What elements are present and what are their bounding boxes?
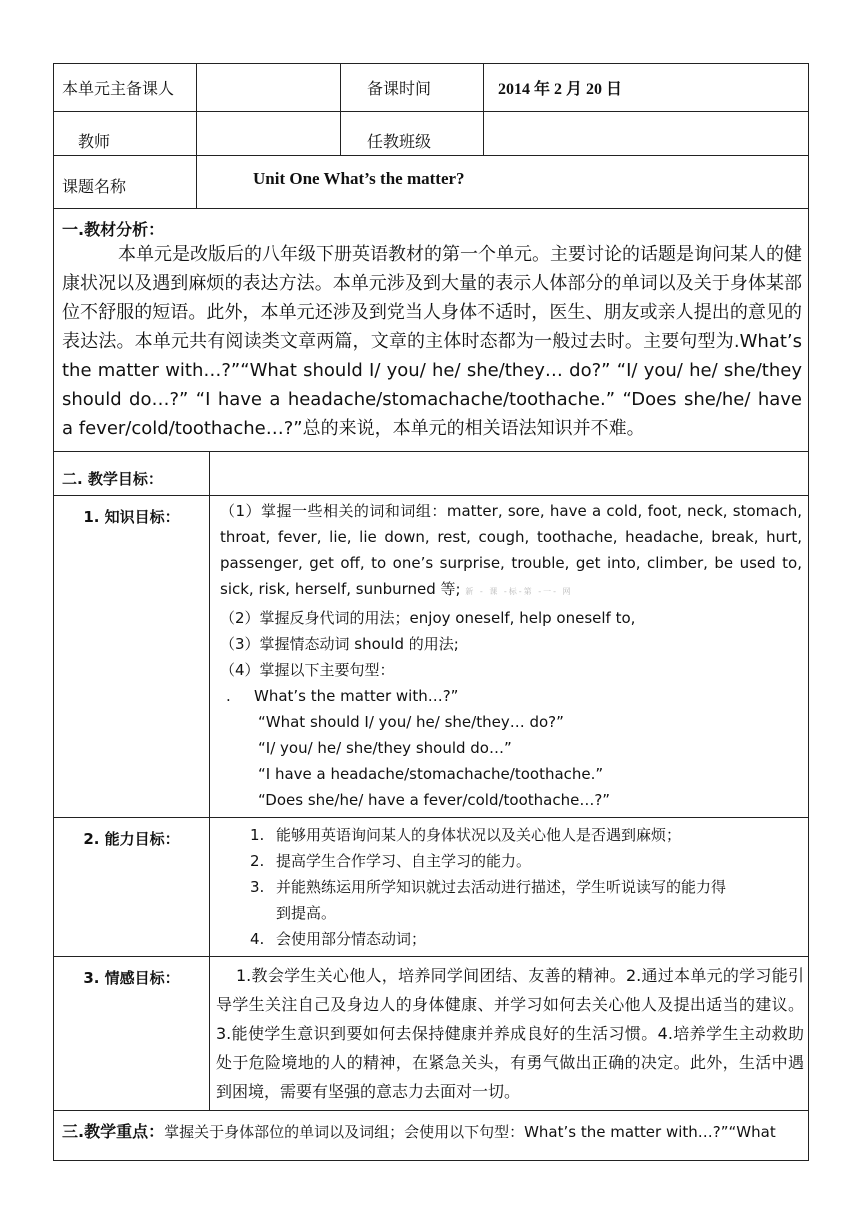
teacher-label: 教师	[54, 112, 197, 156]
knowledge-goal-row	[54, 496, 809, 818]
goals-heading-row	[54, 452, 809, 496]
sentence-pattern-1: . What’s the matter with…?”	[220, 683, 802, 709]
topic-value: Unit One What’s the matter?	[197, 156, 809, 209]
key-points-heading: 三.教学重点：	[62, 1122, 165, 1141]
key-points-row	[54, 1111, 809, 1161]
lesson-plan-document	[53, 63, 808, 1161]
bullet-dot: .	[226, 687, 231, 705]
ability-item-1: 1. 能够用英语询问某人的身体状况以及关心他人是否遇到麻烦；	[250, 826, 682, 844]
prep-time-label: 备课时间	[341, 64, 484, 112]
analysis-paragraph	[54, 240, 808, 447]
emotion-goal-label: 3. 情感目标：	[54, 957, 210, 1111]
emotion-goal-body	[210, 957, 809, 1111]
sentence-pattern-5: “Does she/he/ have a fever/cold/toothache…?”	[258, 791, 611, 809]
key-points-text: 掌握关于身体部位的单词以及词组；会使用以下句型：What’s the matter with…?”“What	[164, 1123, 776, 1141]
sentence-pattern-3: “I/ you/ he/ she/they should do…”	[258, 739, 512, 757]
analysis-row	[54, 209, 809, 452]
knowledge-goal-label: 1. 知识目标：	[54, 496, 210, 818]
topic-label: 课题名称	[54, 156, 197, 209]
header-row-2	[54, 112, 809, 156]
class-value	[484, 112, 809, 156]
sentence-pattern-2: “What should I/ you/ he/ she/they… do?”	[258, 713, 564, 731]
knowledge-item-3: （3）掌握情态动词 should 的用法;	[220, 635, 459, 653]
lesson-plan-table	[53, 63, 809, 1161]
teacher-value	[197, 112, 341, 156]
key-points-cell	[54, 1111, 809, 1161]
ability-item-3: 3. 并能熟练运用所学知识就过去活动进行描述，学生听说读写的能力得	[250, 878, 727, 896]
watermark-text: 新 - 课 -标-第 -一- 网	[465, 587, 573, 596]
preparer-value	[197, 64, 341, 112]
ability-item-3-continued: 到提高。	[276, 904, 337, 922]
header-row-3	[54, 156, 809, 209]
header-row-1	[54, 64, 809, 112]
knowledge-item-1: （1）掌握一些相关的词和词组：matter, sore, have a cold, foot, neck, stomach, throat, fever, lie, lie down, rest, cough, toothache, headache, break, hurt, passenger, get off, to one’s surprise, trouble, get into, climber, be used to, sick, risk, herself, sunburned 等; 新 - 课 -标-第 -一- 网	[220, 502, 802, 598]
ability-item-2: 2. 提高学生合作学习、自主学习的能力。	[250, 852, 532, 870]
prep-time-value: 2014 年 2 月 20 日	[484, 64, 809, 112]
ability-goal-body	[210, 818, 809, 957]
goals-heading: 二. 教学目标：	[54, 452, 210, 496]
ability-goal-label: 2. 能力目标：	[54, 818, 210, 957]
class-label: 任教班级	[341, 112, 484, 156]
analysis-heading: 一.教材分析：	[62, 220, 165, 239]
emotion-goal-text: 1.教会学生关心他人，培养同学间团结、友善的精神。2.通过本单元的学习能引导学生关注自己及身边人的身体健康、并学习如何去关心他人及提出适当的建议。3.能使学生意识到要如何去保持健康并养成良好的生活习惯。4.培养学生主动救助处于危险境地的人的精神，在紧急关头，有勇气做出正确的决定。此外，生活中遇到困境，需要有坚强的意志力去面对一切。	[216, 966, 804, 1101]
sentence-pattern-4: “I have a headache/stomachache/toothache.”	[258, 765, 604, 783]
preparer-label: 本单元主备课人	[54, 64, 197, 112]
knowledge-goal-body	[210, 496, 809, 818]
emotion-goal-row	[54, 957, 809, 1111]
ability-goal-row	[54, 818, 809, 957]
knowledge-item-2: （2）掌握反身代词的用法；enjoy oneself, help oneself to,	[220, 609, 636, 627]
analysis-text: 本单元是改版后的八年级下册英语教材的第一个单元。主要讨论的话题是询问某人的健康状况以及遇到麻烦的表达方法。本单元涉及到大量的表示人体部分的单词以及关于身体某部位不舒服的短语。此外，本单元还涉及到党当人身体不适时，医生、朋友或亲人提出的意见的表达法。本单元共有阅读类文章两篇，文章的主体时态都为一般过去时。主要句型为.What’s the matter with…?”“What should I/ you/ he/ she/they… do?” “I/ you/ he/ she/they should do…?” “I have a headache/stomachache/toothache.” “Does she/he/ have a fever/cold/toothache…?”总的来说，本单元的相关语法知识并不难。	[62, 244, 802, 439]
ability-item-4: 4. 会使用部分情态动词；	[250, 930, 427, 948]
knowledge-item-4: （4）掌握以下主要句型：	[220, 661, 395, 679]
